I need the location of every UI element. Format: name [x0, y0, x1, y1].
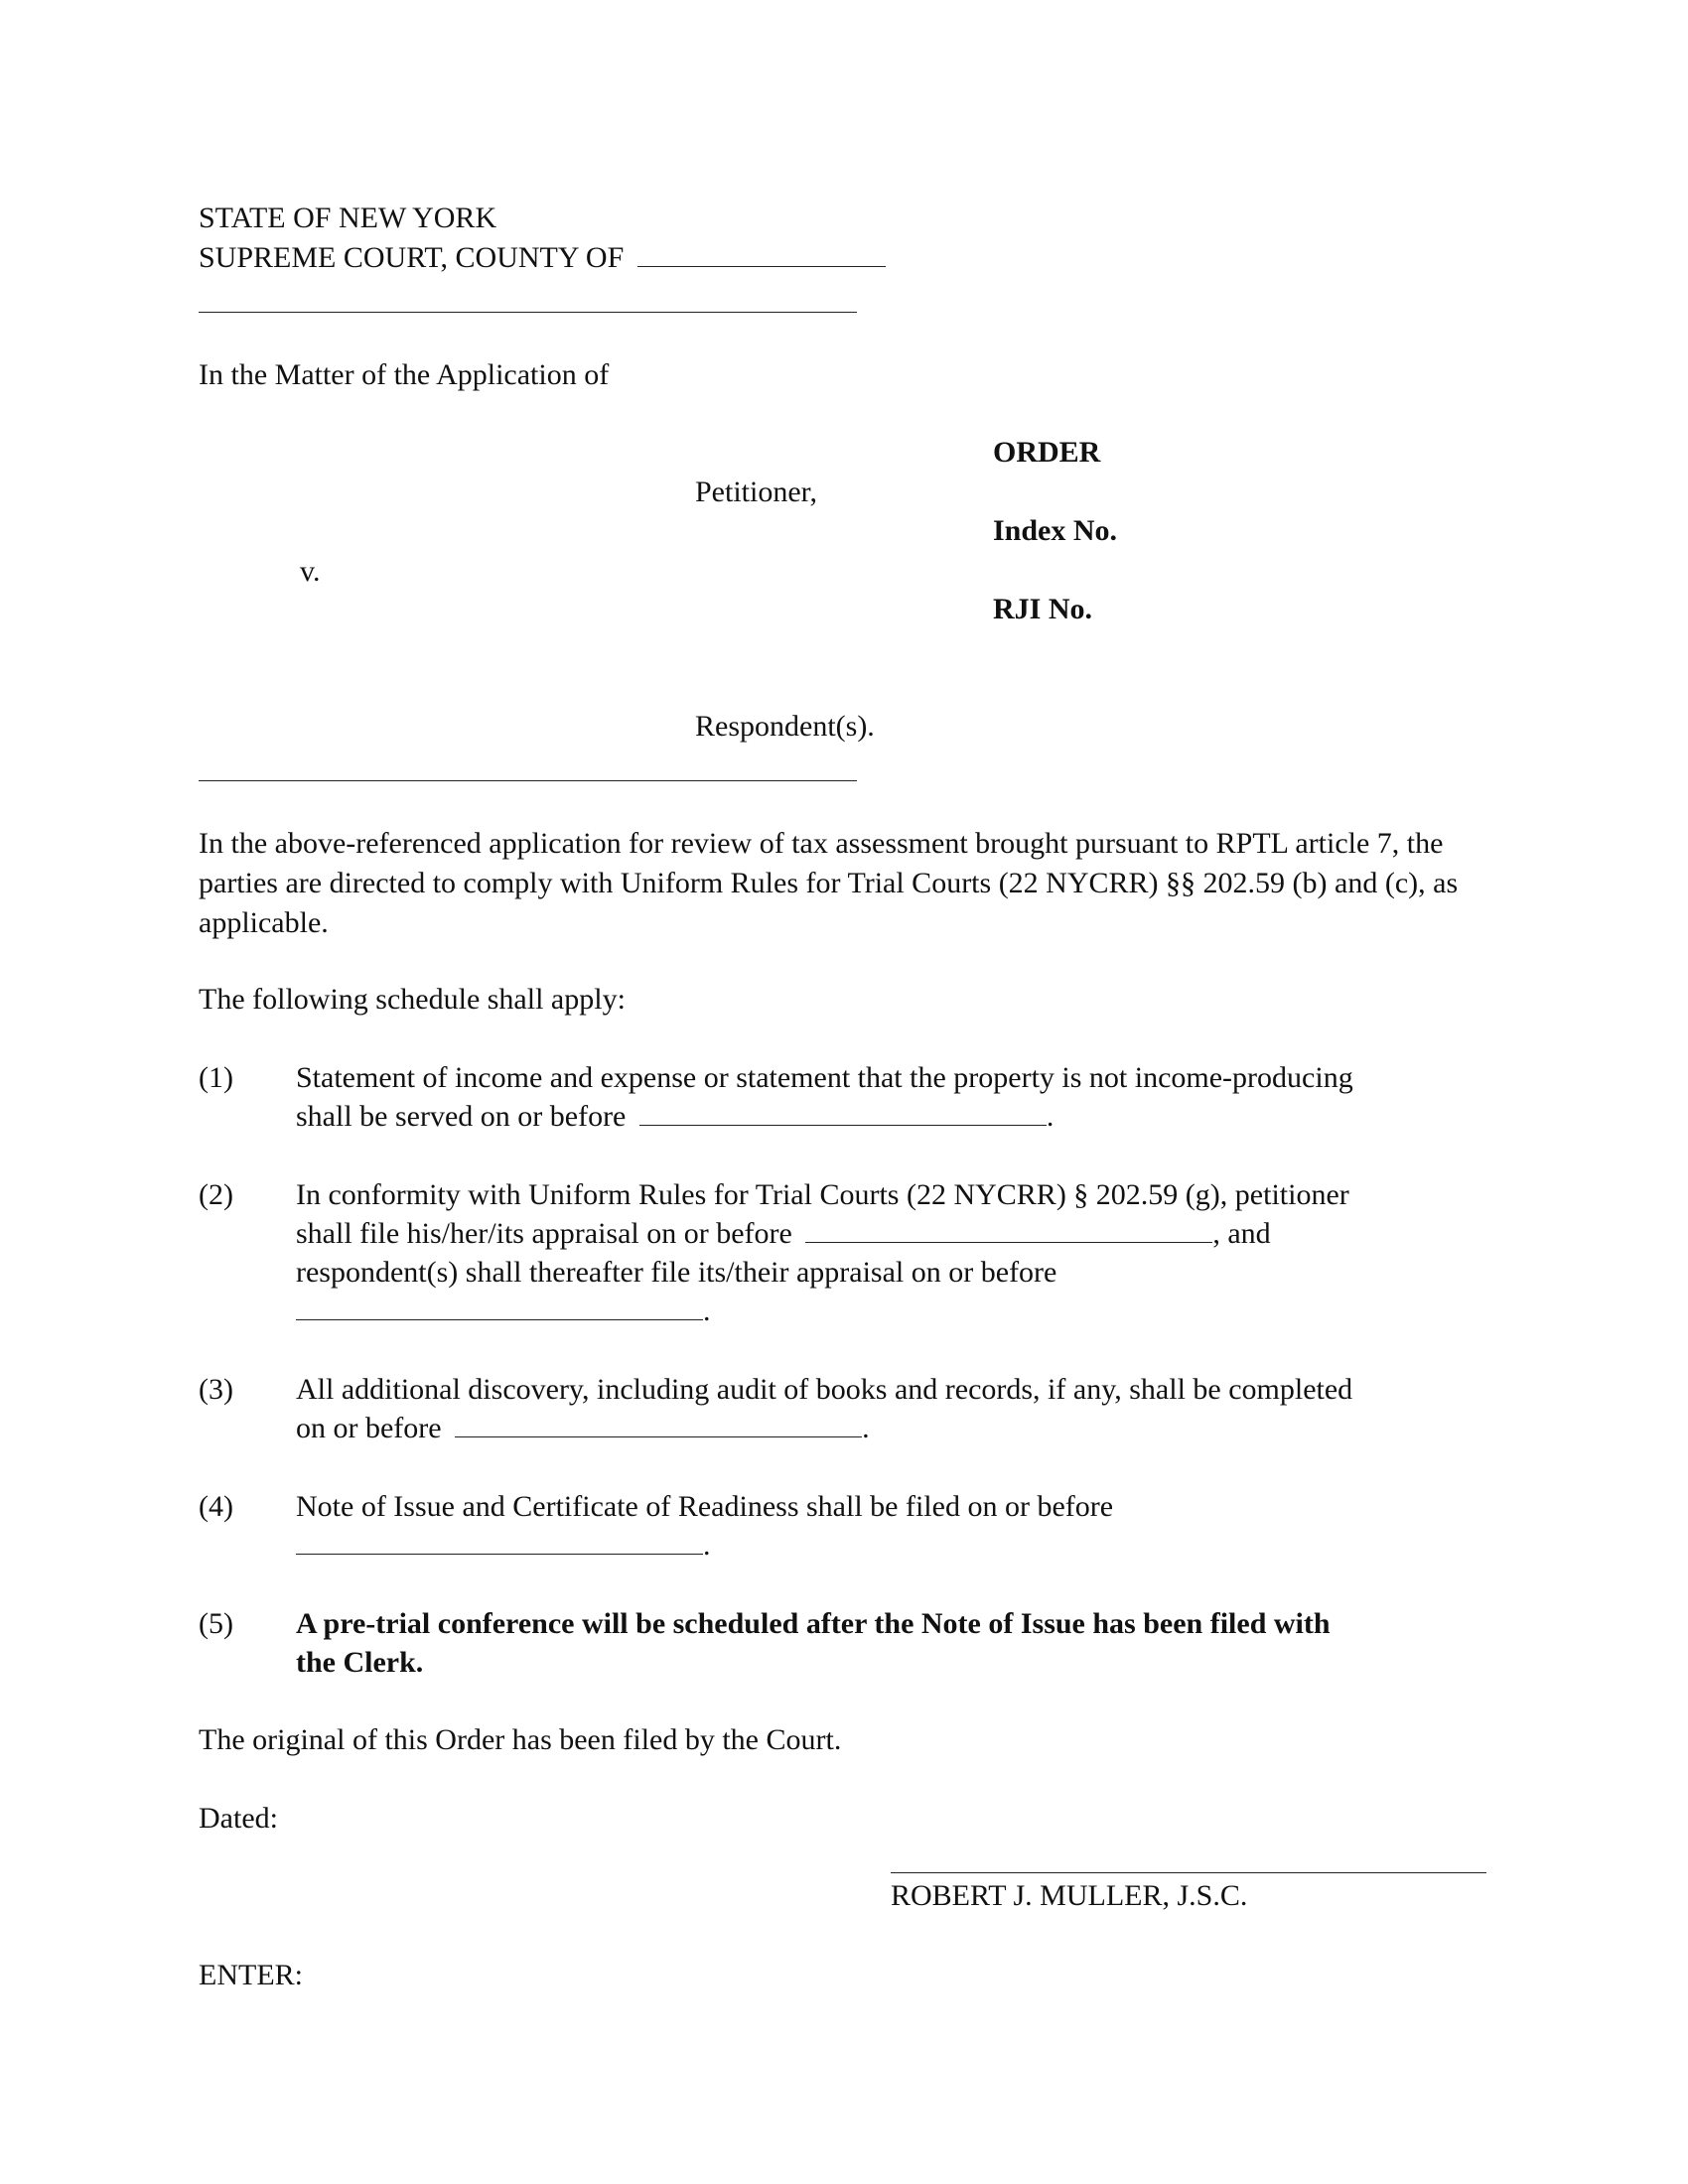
item-3-date-blank[interactable] [455, 1409, 862, 1437]
judge-signature-name: ROBERT J. MULLER, J.S.C. [891, 1879, 1248, 1912]
court-heading [199, 238, 886, 278]
matter-line: In the Matter of the Application of [199, 358, 610, 391]
caption-top-rule [199, 312, 857, 313]
state-heading: STATE OF NEW YORK [199, 202, 497, 234]
order-title: ORDER [993, 436, 1101, 469]
rji-no-label: RJI No. [993, 593, 1093, 625]
item-4-date-blank[interactable] [296, 1526, 703, 1555]
enter-label: ENTER: [199, 1959, 303, 1991]
item-1-line-1: Statement of income and expense or statement that the property is not income-producing [296, 1061, 1353, 1094]
item-4-line-2: . [296, 1526, 711, 1566]
item-2-number: (2) [199, 1178, 233, 1211]
versus-label: v. [300, 555, 321, 588]
court-label: SUPREME COURT, COUNTY OF [199, 241, 625, 274]
dated-label: Dated: [199, 1802, 278, 1835]
county-blank[interactable] [637, 238, 886, 267]
filed-statement: The original of this Order has been filed by the Court. [199, 1723, 842, 1756]
schedule-lead: The following schedule shall apply: [199, 983, 626, 1016]
intro-paragraph: In the above-referenced application for review of tax assessment brought pursuant to RPTL article 7, the parties are directed to comply with Uniform Rules for Trial Courts (22 NYCRR) §§ 202.59 (b) and (c), as applicable. [199, 827, 1459, 939]
item-1-date-blank[interactable] [639, 1097, 1047, 1126]
item-4-line-1: Note of Issue and Certificate of Readiness shall be filed on or before [296, 1490, 1114, 1523]
item-2-petitioner-date-blank[interactable] [805, 1214, 1212, 1243]
item-2-line-1: In conformity with Uniform Rules for Trial Courts (22 NYCRR) § 202.59 (g), petitioner [296, 1178, 1349, 1211]
signature-line[interactable] [891, 1872, 1486, 1873]
item-4-number: (4) [199, 1490, 233, 1523]
item-5-number: (5) [199, 1607, 233, 1640]
item-2-line-4: . [296, 1292, 711, 1331]
item-1-line-2: shall be served on or before . [296, 1097, 1054, 1137]
item-3-line-1: All additional discovery, including audit of books and records, if any, shall be completed [296, 1373, 1353, 1406]
item-1-number: (1) [199, 1061, 233, 1094]
petitioner-label: Petitioner, [695, 476, 817, 508]
respondents-label: Respondent(s). [695, 710, 875, 743]
item-5-line-1: A pre-trial conference will be scheduled after the Note of Issue has been filed with [296, 1607, 1331, 1640]
caption-bottom-rule [199, 780, 857, 781]
item-3-number: (3) [199, 1373, 233, 1406]
item-3-line-2: on or before . [296, 1409, 870, 1448]
item-2-respondent-date-blank[interactable] [296, 1292, 703, 1320]
item-2-line-2: shall file his/her/its appraisal on or before , and [296, 1214, 1271, 1254]
item-2-line-3: respondent(s) shall thereafter file its/their appraisal on or before [296, 1256, 1057, 1289]
index-no-label: Index No. [993, 514, 1118, 547]
item-5-line-2: the Clerk. [296, 1646, 424, 1679]
